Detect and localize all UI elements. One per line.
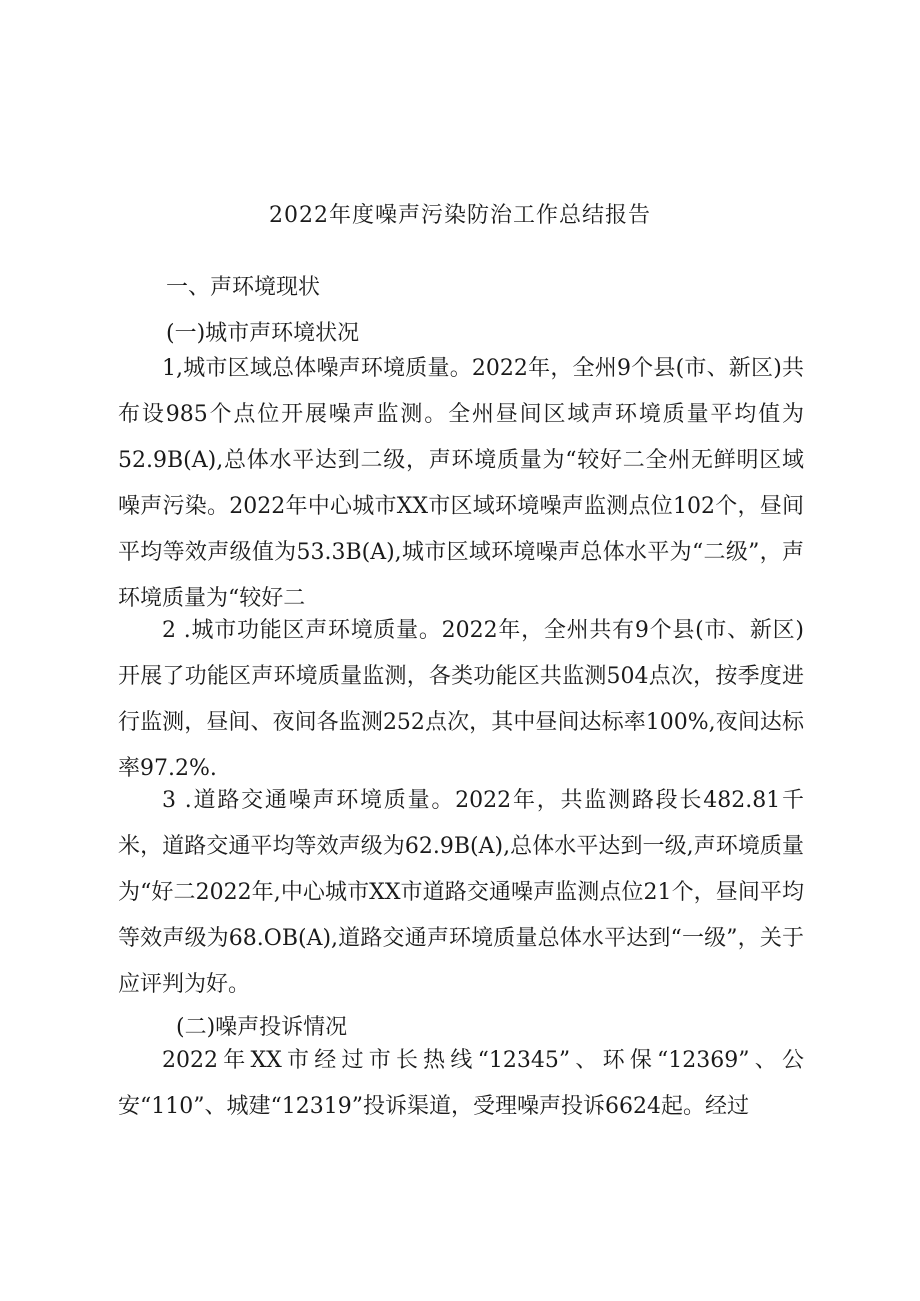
subsection-heading: (一)城市声环境状况 — [166, 321, 360, 346]
subsection-heading: (二)噪声投诉情况 — [176, 1015, 348, 1040]
paragraph-noise-complaints: 2022年XX市经过市长热线“12345”、环保“12369”、公安“110”、城建“12319”投诉渠道，受理噪声投诉6624起。经过 — [118, 1048, 804, 1119]
document-title: 2022年度噪声污染防治工作总结报告 — [269, 203, 651, 228]
paragraph-functional-zone-noise: 2 .城市功能区声环境质量。2022年，全州共有9个县(市、新区)开展了功能区声环境质量监测，各类功能区共监测504点次，按季度进行监测，昼间、夜间各监测252点次，其中昼间达标率100%,夜间达标率97.2%. — [118, 618, 804, 781]
section-heading: 一、声环境现状 — [166, 275, 321, 300]
paragraph-urban-area-noise: 1,城市区域总体噪声环境质量。2022年，全州9个县(市、新区)共布设985个点位开展噪声监测。全州昼间区域声环境质量平均值为52.9B(A),总体水平达到二级，声环境质量为“较好二全州无鲜明区域噪声污染。2022年中心城市XX市区域环境噪声监测点位102个，昼间平均等效声级值为53.3B(A),城市区域环境噪声总体水平为“二级”，声环境质量为“较好二 — [118, 356, 804, 611]
paragraph-road-traffic-noise: 3 .道路交通噪声环境质量。2022年，共监测路段长482.81千米，道路交通平均等效声级为62.9B(A),总体水平达到一级,声环境质量为“好二2022年,中心城市XX市道路交通噪声监测点位21个，昼间平均等效声级为68.OB(A),道路交通声环境质量总体水平达到“一级”，关于应评判为好。 — [118, 788, 804, 997]
